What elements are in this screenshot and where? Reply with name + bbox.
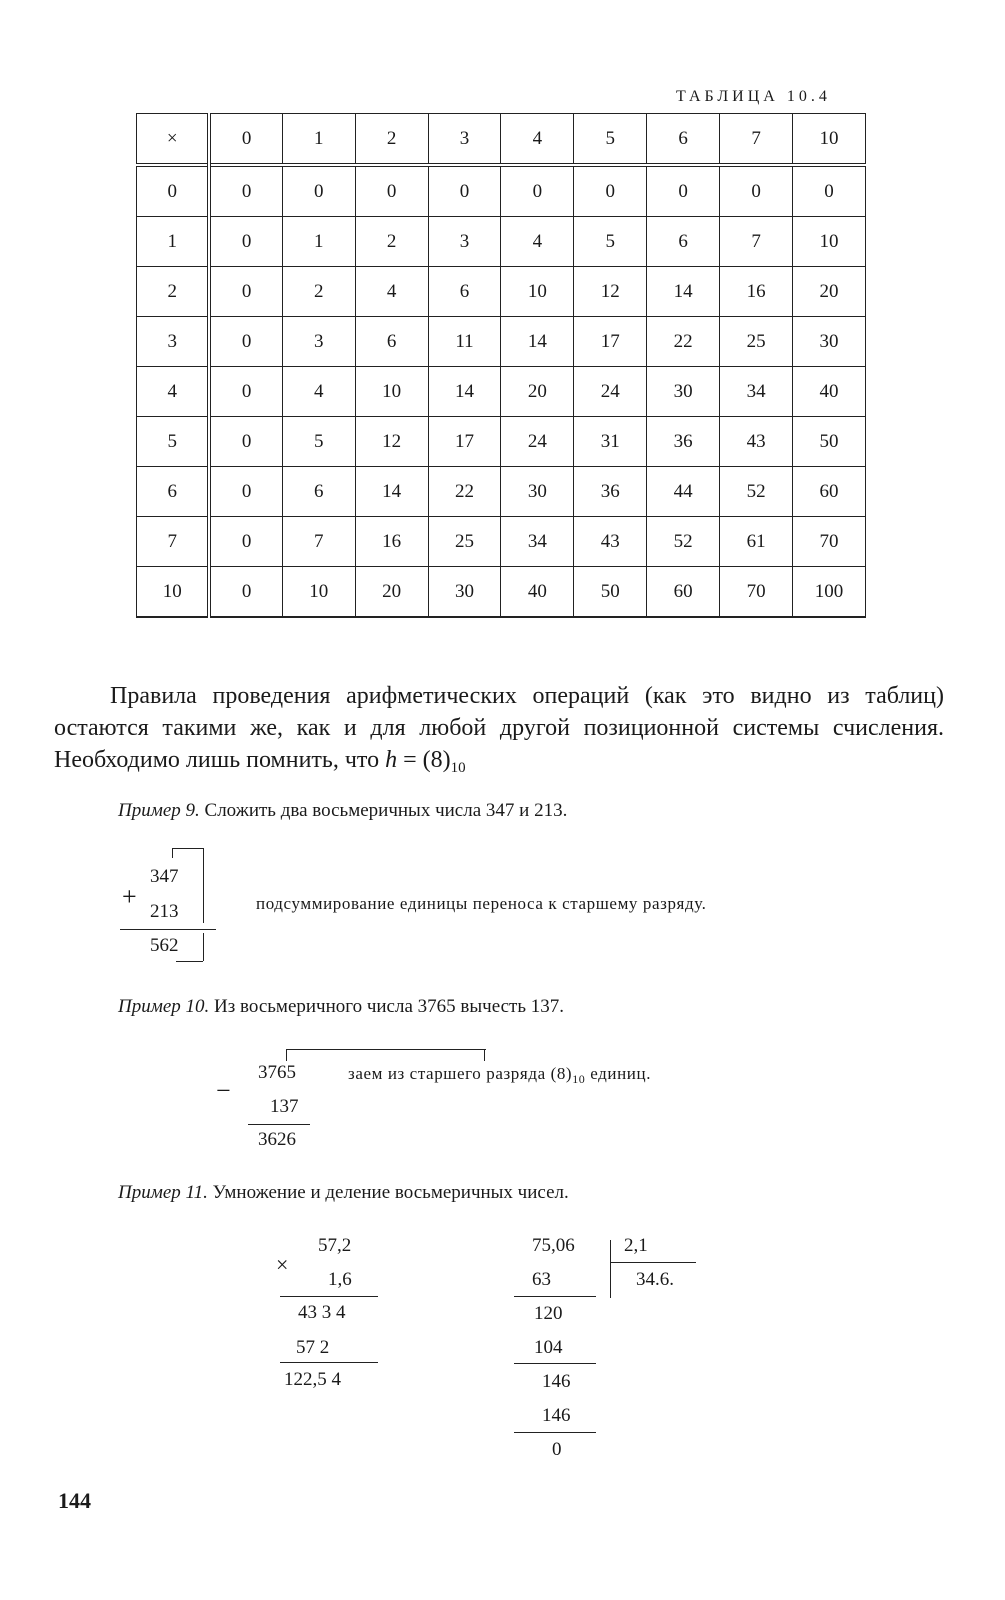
table-cell: 0	[428, 165, 501, 217]
table-cell: 11	[428, 317, 501, 367]
table-header-row	[137, 114, 866, 166]
example-10-text: Из восьмеричного числа 3765 вычесть 137.	[209, 996, 565, 1017]
example-9-title	[118, 800, 567, 822]
ex10-borrow-tick-right	[484, 1049, 485, 1061]
table-cell: 4	[501, 217, 574, 267]
table-cell: 17	[574, 317, 647, 367]
table-cell: 24	[574, 367, 647, 417]
table-cell: 52	[647, 517, 720, 567]
table-cell: 0	[209, 165, 282, 217]
table-header-cell: 4	[501, 114, 574, 166]
ex11-mult-a: 57,2	[318, 1235, 352, 1256]
paragraph-text: Правила проведения арифметических операций (как это видно из таблиц) остаются такими же, как и для любой другой позиционной системы счисления. Необходимо лишь помнить, что	[54, 683, 944, 773]
table-cell: 100	[793, 567, 866, 618]
table-cell: 0	[501, 165, 574, 217]
table-row-header-cell: 3	[137, 317, 210, 367]
ex9-operand-b: 213	[150, 901, 179, 922]
table-cell: 30	[647, 367, 720, 417]
paragraph-subscript: 10	[450, 760, 466, 776]
table-row-header-cell: 5	[137, 417, 210, 467]
table-cell: 5	[574, 217, 647, 267]
example-11-label: Пример 11.	[118, 1182, 208, 1203]
ex11-div-step: 146	[542, 1371, 571, 1392]
table-row-header-cell: 0	[137, 165, 210, 217]
table-cell: 44	[647, 467, 720, 517]
table-row-header-cell: 10	[137, 567, 210, 618]
table-cell: 17	[428, 417, 501, 467]
ex11-div-dividend: 75,06	[532, 1235, 575, 1256]
table-header-cell: 0	[209, 114, 282, 166]
table-row	[137, 217, 866, 267]
ex10-borrow-tick-left	[286, 1049, 287, 1061]
table-cell: 6	[428, 267, 501, 317]
ex11-div-line-1	[514, 1296, 596, 1297]
example-11-title	[118, 1182, 569, 1204]
ex9-sum-line	[120, 929, 216, 930]
ex11-div-line-2	[514, 1363, 596, 1364]
table-cell: 12	[355, 417, 428, 467]
table-cell: 50	[574, 567, 647, 618]
ex11-div-step: 120	[534, 1303, 563, 1324]
table-cell: 10	[282, 567, 355, 618]
table-cell: 30	[428, 567, 501, 618]
table-cell: 10	[501, 267, 574, 317]
ex9-note: подсуммирование единицы переноса к старшему разряду.	[256, 894, 707, 913]
paragraph-symbol-h: h	[385, 747, 398, 773]
paragraph-equation: = (8)	[397, 747, 451, 773]
ex9-result-bracket-bottom	[176, 961, 203, 962]
ex9-result-bracket	[203, 933, 204, 961]
table-row	[137, 367, 866, 417]
table-cell: 0	[209, 417, 282, 467]
table-header-cell: 7	[720, 114, 793, 166]
table-cell: 34	[501, 517, 574, 567]
table-cell: 14	[428, 367, 501, 417]
octal-multiplication-table	[136, 113, 866, 618]
ex11-mult-b: 1,6	[328, 1269, 352, 1290]
table-header-cell: 10	[793, 114, 866, 166]
example-10-title	[118, 996, 564, 1018]
ex11-div-quotient: 34.6.	[636, 1269, 674, 1290]
table-cell: 14	[355, 467, 428, 517]
ex11-mult-partial-1: 43 3 4	[298, 1302, 346, 1323]
table-row	[137, 165, 866, 217]
table-cell: 16	[355, 517, 428, 567]
table-cell: 24	[501, 417, 574, 467]
ex9-carry-bracket-tick	[172, 848, 173, 858]
ex10-diff-line	[248, 1124, 310, 1125]
ex9-operand-a: 347	[150, 866, 179, 887]
table-cell: 7	[282, 517, 355, 567]
example-11-text: Умножение и деление восьмеричных чисел.	[207, 1182, 569, 1203]
table-row-header-cell: 6	[137, 467, 210, 517]
table-cell: 36	[647, 417, 720, 467]
table-header-cell: 1	[282, 114, 355, 166]
ex10-operand-a: 3765	[258, 1062, 296, 1083]
table-cell: 20	[793, 267, 866, 317]
example-10-label: Пример 10.	[118, 996, 210, 1017]
ex11-mult-result: 122,5 4	[284, 1369, 341, 1390]
table-header-cell: 2	[355, 114, 428, 166]
table-cell: 70	[793, 517, 866, 567]
table-cell: 3	[428, 217, 501, 267]
ex11-div-remainder: 0	[552, 1439, 562, 1460]
table-cell: 60	[647, 567, 720, 618]
table-cell: 25	[428, 517, 501, 567]
table-header-cell: 6	[647, 114, 720, 166]
table-cell: 43	[720, 417, 793, 467]
table-cell: 0	[355, 165, 428, 217]
table-corner-cell: ×	[137, 114, 210, 166]
table-row-header-cell: 7	[137, 517, 210, 567]
table-cell: 14	[647, 267, 720, 317]
table-cell: 61	[720, 517, 793, 567]
example-9-text: Сложить два восьмеричных числа 347 и 213.	[199, 800, 568, 821]
ex11-div-step: 104	[534, 1337, 563, 1358]
table-cell: 60	[793, 467, 866, 517]
ex10-minus-sign: −	[216, 1076, 231, 1105]
table-cell: 0	[209, 367, 282, 417]
table-cell: 1	[282, 217, 355, 267]
table-cell: 0	[209, 217, 282, 267]
ex11-mult-partial-2: 57 2	[296, 1337, 330, 1358]
table-header-cell: 5	[574, 114, 647, 166]
table-caption: ТАБЛИЦА 10.4	[676, 88, 831, 105]
table-cell: 4	[355, 267, 428, 317]
ex11-div-line-3	[514, 1432, 596, 1433]
table-cell: 0	[647, 165, 720, 217]
ex11-div-divisor: 2,1	[624, 1235, 648, 1256]
table-cell: 5	[282, 417, 355, 467]
ex11-div-step: 63	[532, 1269, 551, 1290]
table-cell: 14	[501, 317, 574, 367]
table-cell: 2	[282, 267, 355, 317]
page-number: 144	[58, 1488, 91, 1513]
table-row	[137, 317, 866, 367]
table-header-cell: 3	[428, 114, 501, 166]
table-cell: 25	[720, 317, 793, 367]
table-cell: 30	[793, 317, 866, 367]
table-cell: 36	[574, 467, 647, 517]
ex10-note	[348, 1064, 651, 1087]
ex9-carry-bracket-top	[172, 848, 203, 849]
ex10-result: 3626	[258, 1129, 296, 1150]
ex9-result: 562	[150, 935, 179, 956]
table-cell: 31	[574, 417, 647, 467]
ex11-div-step: 146	[542, 1405, 571, 1426]
table-cell: 40	[793, 367, 866, 417]
table-cell: 30	[501, 467, 574, 517]
table-cell: 16	[720, 267, 793, 317]
table-cell: 34	[720, 367, 793, 417]
ex11-mult-line-1	[280, 1296, 378, 1297]
table-cell: 22	[647, 317, 720, 367]
table-cell: 7	[720, 217, 793, 267]
ex11-mult-line-2	[280, 1362, 378, 1363]
table-row-header-cell: 4	[137, 367, 210, 417]
table-cell: 0	[209, 467, 282, 517]
ex10-note-text: заем из старшего разряда (8)	[348, 1064, 573, 1083]
table-row	[137, 467, 866, 517]
table-cell: 0	[209, 317, 282, 367]
table-cell: 10	[793, 217, 866, 267]
table-row-header-cell: 2	[137, 267, 210, 317]
body-paragraph	[54, 680, 944, 784]
table-cell: 40	[501, 567, 574, 618]
table-cell: 4	[282, 367, 355, 417]
table-cell: 12	[574, 267, 647, 317]
ex11-mult-sign: ×	[276, 1252, 289, 1277]
table-cell: 3	[282, 317, 355, 367]
table-cell: 0	[209, 267, 282, 317]
ex9-carry-bracket	[203, 848, 204, 923]
table-cell: 52	[720, 467, 793, 517]
ex11-div-quotient-line	[610, 1262, 696, 1263]
table-cell: 0	[209, 517, 282, 567]
table-row	[137, 417, 866, 467]
ex10-note-subscript: 10	[572, 1072, 586, 1086]
ex10-borrow-bracket	[286, 1049, 486, 1050]
table-cell: 20	[355, 567, 428, 618]
example-9-label: Пример 9.	[118, 800, 200, 821]
table-cell: 6	[282, 467, 355, 517]
table-cell: 0	[720, 165, 793, 217]
table-cell: 2	[355, 217, 428, 267]
table-cell: 10	[355, 367, 428, 417]
table-cell: 70	[720, 567, 793, 618]
table-cell: 0	[793, 165, 866, 217]
table-cell: 20	[501, 367, 574, 417]
ex11-div-bracket	[610, 1240, 611, 1298]
ex9-plus-sign: +	[122, 882, 137, 911]
table-row	[137, 267, 866, 317]
table-row-header-cell: 1	[137, 217, 210, 267]
table-cell: 0	[282, 165, 355, 217]
ex10-operand-b: 137	[270, 1096, 299, 1117]
ex10-note-tail: единиц.	[585, 1064, 652, 1083]
table-row	[137, 567, 866, 618]
table-cell: 22	[428, 467, 501, 517]
table-cell: 43	[574, 517, 647, 567]
table-cell: 6	[647, 217, 720, 267]
table-row	[137, 517, 866, 567]
table-cell: 0	[209, 567, 282, 618]
table-cell: 0	[574, 165, 647, 217]
table-cell: 6	[355, 317, 428, 367]
table-cell: 50	[793, 417, 866, 467]
